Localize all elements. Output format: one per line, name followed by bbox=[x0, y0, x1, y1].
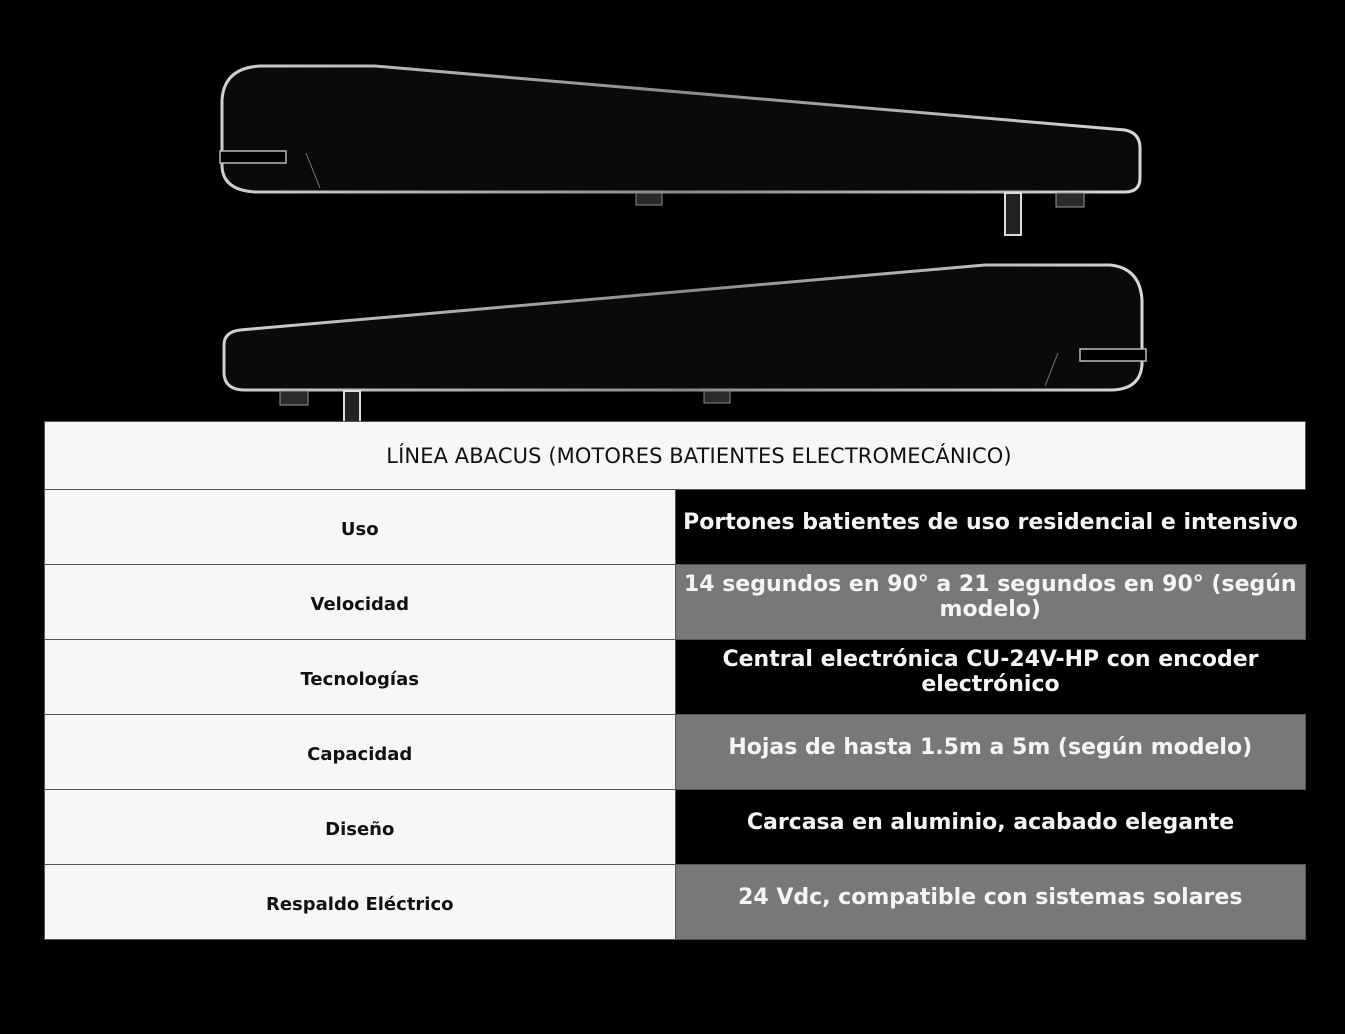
gate-motors-illustration bbox=[0, 0, 1345, 440]
row-label: Respaldo Eléctrico bbox=[45, 865, 676, 940]
row-value: 14 segundos en 90° a 21 segundos en 90° (según modelo) bbox=[675, 565, 1306, 640]
table-row bbox=[45, 865, 1306, 940]
motor-top bbox=[220, 66, 1140, 235]
table-title: LÍNEA ABACUS (MOTORES BATIENTES ELECTROMECÁNICO) bbox=[45, 422, 1306, 490]
specifications-table bbox=[44, 421, 1306, 940]
row-value: Central electrónica CU-24V-HP con encoder electrónico bbox=[675, 640, 1306, 715]
row-label: Uso bbox=[45, 490, 676, 565]
motor-bottom bbox=[224, 265, 1146, 433]
table-header-row bbox=[45, 422, 1306, 490]
table-row bbox=[45, 640, 1306, 715]
row-label: Tecnologías bbox=[45, 640, 676, 715]
row-value: Portones batientes de uso residencial e intensivo bbox=[675, 490, 1306, 565]
row-value: Hojas de hasta 1.5m a 5m (según modelo) bbox=[675, 715, 1306, 790]
row-label: Diseño bbox=[45, 790, 676, 865]
row-value: 24 Vdc, compatible con sistemas solares bbox=[675, 865, 1306, 940]
table-row bbox=[45, 565, 1306, 640]
row-value: Carcasa en aluminio, acabado elegante bbox=[675, 790, 1306, 865]
row-label: Capacidad bbox=[45, 715, 676, 790]
product-image bbox=[0, 0, 1345, 440]
table-row bbox=[45, 490, 1306, 565]
row-label: Velocidad bbox=[45, 565, 676, 640]
table-row bbox=[45, 715, 1306, 790]
table-row bbox=[45, 790, 1306, 865]
